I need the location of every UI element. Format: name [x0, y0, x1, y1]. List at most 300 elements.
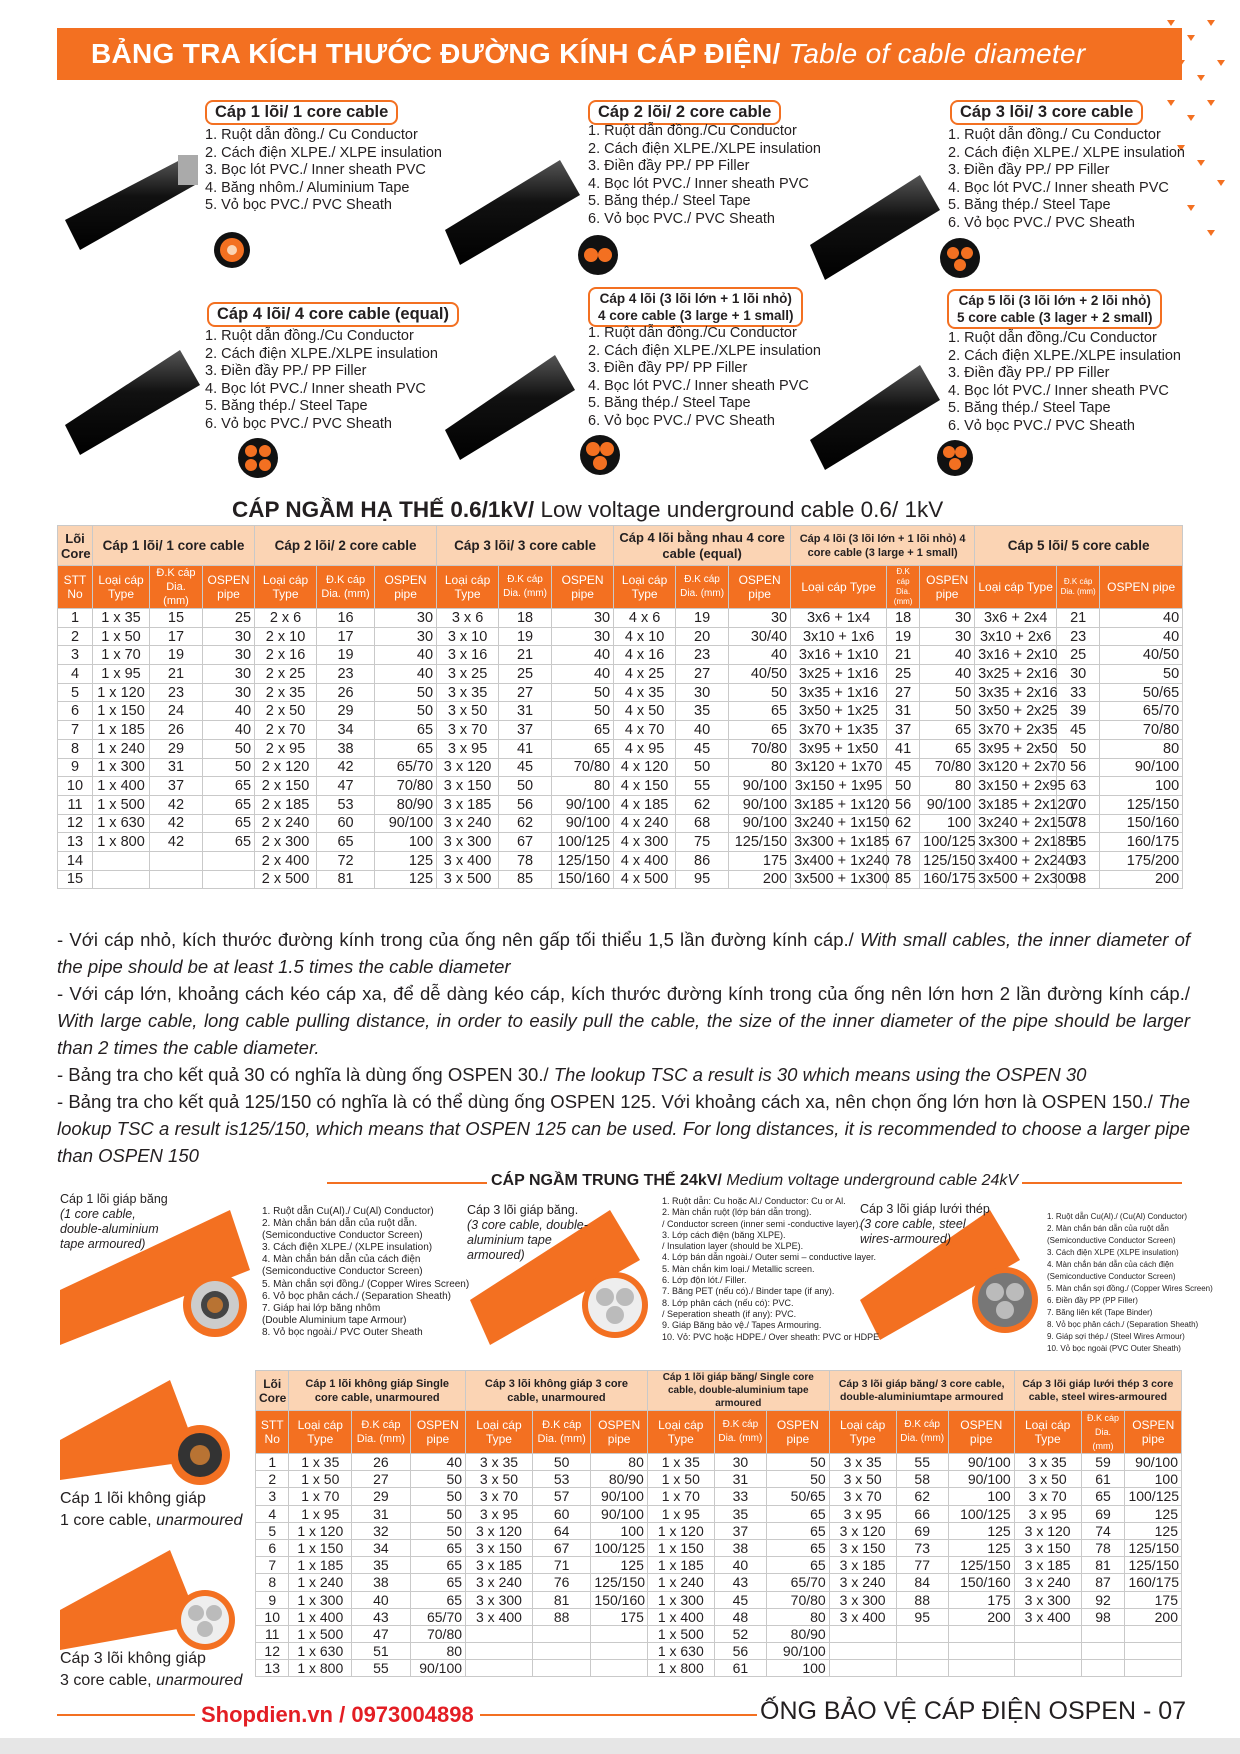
- table-cell: 90/100: [1100, 758, 1183, 777]
- table-cell: 90/100: [552, 795, 614, 814]
- part-item: 5. Băng thép./ Steel Tape: [948, 197, 1111, 213]
- table-cell: 34: [352, 1539, 411, 1556]
- table-cell: 4 x 6: [614, 609, 676, 628]
- table-cell: 2 x 185: [255, 795, 317, 814]
- table-cell: 57: [532, 1488, 591, 1505]
- table-cell: 1 x 95: [93, 665, 150, 684]
- part-item: 1. Ruột dẫn đồng./ Cu Conductor: [205, 127, 418, 143]
- table-cell: 3 x 400: [829, 1608, 896, 1625]
- table-cell: 40: [1100, 627, 1183, 646]
- table-cell: 2 x 500: [255, 870, 317, 889]
- table-cell: 53: [317, 795, 375, 814]
- table-cell: 50: [375, 702, 437, 721]
- table-cell: 98: [1081, 1608, 1125, 1625]
- lv-title-vi: CÁP NGẦM HẠ THẾ 0.6/1kV/: [232, 497, 535, 522]
- table-cell: 125: [375, 851, 437, 870]
- caption-vi: Cáp 3 lõi không giáp: [60, 1650, 206, 1667]
- note-en: With large cable, long cable pulling distance, in order to easily pull the cable, the size of the inner diameter of the pipe should be larger than 2 times the cable diameter.: [57, 1010, 1190, 1058]
- table-cell: 1 x 400: [289, 1608, 352, 1625]
- table-cell: 70/80: [920, 758, 975, 777]
- table-cell: 30: [375, 609, 437, 628]
- table-cell: 1 x 120: [289, 1522, 352, 1539]
- caption-en-text: 1 core cable,: [60, 1512, 152, 1529]
- table-cell: 67: [887, 833, 920, 852]
- table-cell: 31: [352, 1505, 411, 1522]
- bottom-bar: [0, 1738, 1240, 1754]
- part-item: 5. Băng thép./ Steel Tape: [205, 398, 368, 414]
- table-cell: 65: [317, 833, 375, 852]
- table-cell: 80/90: [591, 1471, 647, 1488]
- table-cell: 175: [1125, 1591, 1182, 1608]
- table-cell: 12: [58, 814, 93, 833]
- table-cell: 3x240 + 2x150: [975, 814, 1057, 833]
- table-cell: 65: [203, 777, 255, 796]
- table-cell: 37: [150, 777, 203, 796]
- part-item: 4. Bọc lót PVC./ Inner sheath PVC: [948, 179, 1169, 196]
- table-cell: 4 x 70: [614, 721, 676, 740]
- sub-dia: Đ.K cáp Dia. (mm): [887, 566, 920, 609]
- table-cell: 85: [499, 870, 552, 889]
- table-cell: 50: [1100, 665, 1183, 684]
- part-item: (Semiconductive Conductor Screen): [1047, 1236, 1176, 1245]
- part-item: (Semiconductive Conductor Screen): [262, 1266, 423, 1278]
- table-cell: 55: [676, 777, 729, 796]
- table-cell: 23: [317, 665, 375, 684]
- table-cell: 65: [203, 833, 255, 852]
- table-cell: 3x50 + 1x25: [791, 702, 887, 721]
- part-item: 5. Vỏ bọc PVC./ PVC Sheath: [205, 197, 392, 213]
- mv-side-caption-1: [60, 1488, 242, 1532]
- table-cell: 1 x 500: [289, 1625, 352, 1642]
- cable-2core-title: Cáp 2 lõi/ 2 core cable: [588, 100, 781, 125]
- part-item: 3. Cách điện XLPE (XLPE insulation): [1047, 1248, 1179, 1257]
- table-row: [256, 1454, 1182, 1471]
- table-cell: 30: [729, 609, 791, 628]
- part-item: 1. Ruột dẫn đồng./Cu Conductor: [588, 325, 797, 341]
- table-cell: 50: [375, 683, 437, 702]
- table-cell: 2: [256, 1471, 289, 1488]
- part-item: 2. Cách điện XLPE./XLPE insulation: [948, 347, 1181, 364]
- table-cell: 1: [256, 1454, 289, 1471]
- table-cell: 4 x 185: [614, 795, 676, 814]
- part-item: 3. Điền đầy PP./ PP Filler: [588, 158, 750, 174]
- table-cell: 3 x 150: [1014, 1539, 1081, 1556]
- table-cell: 50/65: [1100, 683, 1183, 702]
- table-cell: 3x400 + 2x240: [975, 851, 1057, 870]
- table-cell: 1 x 120: [647, 1522, 714, 1539]
- part-item: 4. Màn chắn bán dẫn của cách điện: [1047, 1260, 1174, 1269]
- table-cell: 2 x 10: [255, 627, 317, 646]
- sub-pipe: OSPEN pipe: [375, 566, 437, 609]
- table-cell: 40: [920, 646, 975, 665]
- table-cell: 3x150 + 1x95: [791, 777, 887, 796]
- table-cell: 3x185 + 2x120: [975, 795, 1057, 814]
- table-cell: 3 x 400: [1014, 1608, 1081, 1625]
- table-cell: 50: [499, 777, 552, 796]
- table-cell: 64: [532, 1522, 591, 1539]
- table-cell: 35: [352, 1557, 411, 1574]
- table-cell: 3 x 70: [466, 1488, 533, 1505]
- table-cell: 87: [1081, 1574, 1125, 1591]
- table-cell: 13: [58, 833, 93, 852]
- mv-cable-3core-unarmoured-image: [60, 1550, 235, 1650]
- table-cell: 3 x 50: [437, 702, 499, 721]
- table-cell: 175: [591, 1608, 647, 1625]
- table-cell: 160/175: [1125, 1574, 1182, 1591]
- part-item: 3. Lớp cách điện (băng XLPE).: [662, 1229, 786, 1240]
- table-cell: 88: [532, 1608, 591, 1625]
- table-cell: 3 x 300: [437, 833, 499, 852]
- caption-line: armoured): [467, 1248, 525, 1262]
- mv-cap3-parts: [1047, 1211, 1213, 1355]
- table-cell: 41: [887, 739, 920, 758]
- table-cell: 29: [150, 739, 203, 758]
- mv-cap2-sub: [467, 1218, 588, 1263]
- table-cell: 31: [887, 702, 920, 721]
- table-cell: 3 x 120: [466, 1522, 533, 1539]
- table-cell: 50: [410, 1505, 465, 1522]
- table-cell: 50: [920, 702, 975, 721]
- table-cell: 4 x 150: [614, 777, 676, 796]
- table-cell: 50: [552, 702, 614, 721]
- table-cell: 30: [203, 646, 255, 665]
- table-cell: [532, 1625, 591, 1642]
- table-cell: 65: [375, 739, 437, 758]
- caption-en-text: 3 core cable,: [60, 1672, 152, 1689]
- lv-title-en: Low voltage underground cable 0.6/ 1kV: [540, 497, 944, 522]
- table-cell: 3x300 + 2x185: [975, 833, 1057, 852]
- table-cell: [829, 1660, 896, 1677]
- table-cell: 40: [552, 646, 614, 665]
- table-cell: 30: [203, 683, 255, 702]
- table-cell: 40/50: [729, 665, 791, 684]
- table-cell: 1 x 300: [289, 1591, 352, 1608]
- table-cell: 2 x 35: [255, 683, 317, 702]
- part-item: (Double Aluminium tape Armour): [262, 1314, 407, 1326]
- table-cell: 15: [150, 609, 203, 628]
- table-cell: 65: [920, 721, 975, 740]
- table-cell: 71: [532, 1557, 591, 1574]
- part-item: 2. Màn chắn bán dẫn của ruột dẫn: [1047, 1224, 1169, 1233]
- table-cell: 100: [766, 1660, 829, 1677]
- table-cell: 50: [552, 683, 614, 702]
- caption-en: [60, 1670, 242, 1692]
- table-cell: 30: [1057, 665, 1100, 684]
- table-cell: 1 x 400: [93, 777, 150, 796]
- table-cell: 1 x 150: [289, 1539, 352, 1556]
- table-cell: 45: [676, 739, 729, 758]
- table-cell: 1 x 240: [289, 1574, 352, 1591]
- mv-cap1-parts: [262, 1206, 469, 1339]
- table-cell: 62: [499, 814, 552, 833]
- table-cell: 70/80: [410, 1625, 465, 1642]
- mv-cable-1core-unarmoured-image: [60, 1380, 230, 1485]
- part-item: 4. Bọc lót PVC./ Inner sheath PVC: [205, 380, 426, 397]
- table-cell: 88: [896, 1591, 948, 1608]
- lv-corner-header: Lõi Core: [58, 526, 93, 566]
- table-cell: 3x120 + 1x70: [791, 758, 887, 777]
- part-item: 7. Băng liên kết (Tape Binder): [1047, 1308, 1153, 1317]
- table-cell: 26: [150, 721, 203, 740]
- table-cell: 150/160: [591, 1591, 647, 1608]
- table-cell: 3x120 + 2x70: [975, 758, 1057, 777]
- table-cell: 3x500 + 2x300: [975, 870, 1057, 889]
- table-cell: 34: [317, 721, 375, 740]
- table-cell: 90/100: [948, 1454, 1014, 1471]
- table-cell: 100: [375, 833, 437, 852]
- table-cell: 3x6 + 1x4: [791, 609, 887, 628]
- cable-3core-title: Cáp 3 lõi/ 3 core cable: [950, 100, 1143, 125]
- table-cell: 65: [410, 1539, 465, 1556]
- mv-title-vi: CÁP NGẦM TRUNG THẾ 24kV/: [491, 1172, 722, 1189]
- table-cell: [948, 1643, 1014, 1660]
- table-cell: 65: [766, 1522, 829, 1539]
- table-cell: 1 x 400: [647, 1608, 714, 1625]
- table-cell: 27: [499, 683, 552, 702]
- table-cell: 3 x 185: [466, 1557, 533, 1574]
- caption-line: tape armoured): [60, 1237, 146, 1251]
- table-cell: 7: [58, 721, 93, 740]
- table-cell: 65: [410, 1557, 465, 1574]
- part-item: 6. Vỏ bọc phân cách./ (Separation Sheath): [262, 1290, 452, 1302]
- table-cell: 3x95 + 1x50: [791, 739, 887, 758]
- table-cell: 42: [150, 795, 203, 814]
- table-cell: 125: [948, 1522, 1014, 1539]
- table-cell: 31: [499, 702, 552, 721]
- table-cell: 100/125: [552, 833, 614, 852]
- table-cell: 90/100: [729, 777, 791, 796]
- sub-dia: Đ.K cáp Dia. (mm): [896, 1411, 948, 1454]
- table-cell: 1 x 185: [93, 721, 150, 740]
- lv-group-header: Cáp 1 lõi/ 1 core cable: [93, 526, 255, 566]
- table-cell: 4 x 16: [614, 646, 676, 665]
- table-cell: 4 x 25: [614, 665, 676, 684]
- table-cell: 90/100: [729, 795, 791, 814]
- lv-group-header: Cáp 3 lõi/ 3 core cable: [437, 526, 614, 566]
- table-cell: 40: [552, 665, 614, 684]
- table-cell: 3x70 + 2x35: [975, 721, 1057, 740]
- part-item: 5. Màn chắn kim loại./ Metallic screen.: [662, 1263, 815, 1274]
- table-cell: 65: [552, 721, 614, 740]
- table-cell: [1081, 1660, 1125, 1677]
- sub-pipe: OSPEN pipe: [552, 566, 614, 609]
- table-cell: [1125, 1660, 1182, 1677]
- table-cell: 2 x 95: [255, 739, 317, 758]
- table-cell: [1014, 1643, 1081, 1660]
- table-cell: 2 x 120: [255, 758, 317, 777]
- table-cell: 3 x 35: [437, 683, 499, 702]
- table-cell: 1 x 50: [93, 627, 150, 646]
- table-cell: 72: [317, 851, 375, 870]
- part-item: 6. Vỏ bọc PVC./ PVC Sheath: [205, 415, 392, 432]
- table-cell: [466, 1660, 533, 1677]
- footer-page-title: ỐNG BẢO VỆ CÁP ĐIỆN OSPEN - 07: [760, 1697, 1187, 1725]
- table-cell: 67: [532, 1539, 591, 1556]
- part-item: 7. Băng PET (nếu có)./ Binder tape (if any).: [662, 1286, 835, 1297]
- table-cell: 100: [948, 1488, 1014, 1505]
- table-cell: 125: [375, 870, 437, 889]
- table-cell: 30: [552, 609, 614, 628]
- mv-group-header: Cáp 3 lõi không giáp 3 core cable, unarmoured: [466, 1371, 648, 1411]
- table-cell: 3x25 + 2x16: [975, 665, 1057, 684]
- table-cell: 21: [887, 646, 920, 665]
- table-cell: 6: [58, 702, 93, 721]
- mv-title-en: Medium voltage underground cable 24kV: [726, 1172, 1019, 1189]
- table-cell: 25: [1057, 646, 1100, 665]
- table-cell: 4 x 120: [614, 758, 676, 777]
- note-vi: - Với cáp nhỏ, kích thước đường kính trong của ống nên gấp tối thiểu 1,5 lần đường kính cáp./: [57, 929, 854, 950]
- table-cell: 3 x 16: [437, 646, 499, 665]
- table-cell: 3: [256, 1488, 289, 1505]
- table-cell: 33: [714, 1488, 766, 1505]
- cable-title-line: Cáp 5 lõi (3 lõi lớn + 2 lõi nhỏ): [958, 293, 1151, 308]
- table-cell: 175: [948, 1591, 1014, 1608]
- table-cell: 37: [499, 721, 552, 740]
- table-cell: 1 x 50: [289, 1471, 352, 1488]
- part-item: 3. Điền đầy PP./ PP Filler: [205, 363, 367, 379]
- table-cell: 62: [676, 795, 729, 814]
- table-cell: 2 x 16: [255, 646, 317, 665]
- part-item: 4. Bọc lót PVC./ Inner sheath PVC: [588, 377, 809, 394]
- sub-dia: Đ.K cáp Dia. (mm): [1081, 1411, 1125, 1454]
- table-cell: 3 x 35: [466, 1454, 533, 1471]
- part-item: 6. Vỏ bọc PVC./ PVC Sheath: [588, 412, 775, 429]
- table-cell: [829, 1625, 896, 1642]
- sub-type: Loại cáp Type: [437, 566, 499, 609]
- table-cell: 11: [256, 1625, 289, 1642]
- table-cell: 80: [920, 777, 975, 796]
- mv-cap2-parts: [662, 1196, 879, 1343]
- table-cell: 50: [676, 758, 729, 777]
- table-cell: 9: [58, 758, 93, 777]
- table-cell: 70/80: [1100, 721, 1183, 740]
- table-cell: 30: [920, 609, 975, 628]
- table-cell: 3 x 185: [1014, 1557, 1081, 1574]
- table-cell: 40: [375, 646, 437, 665]
- table-cell: 65: [203, 795, 255, 814]
- table-cell: 70/80: [375, 777, 437, 796]
- mv-corner-header: Lõi Core: [256, 1371, 289, 1411]
- table-cell: 3x50 + 2x25: [975, 702, 1057, 721]
- table-cell: 3 x 240: [829, 1574, 896, 1591]
- table-cell: 5: [58, 683, 93, 702]
- table-cell: 3 x 400: [437, 851, 499, 870]
- sub-pipe: OSPEN pipe: [591, 1411, 647, 1454]
- table-cell: 70/80: [552, 758, 614, 777]
- table-cell: 1 x 240: [93, 739, 150, 758]
- table-cell: 69: [1081, 1505, 1125, 1522]
- table-cell: 86: [676, 851, 729, 870]
- table-cell: 90/100: [766, 1643, 829, 1660]
- part-item: 8. Vỏ bọc ngoài./ PVC Outer Sheath: [262, 1326, 423, 1338]
- part-item: 8. Lớp phân cách (nếu có): PVC.: [662, 1297, 794, 1308]
- caption-en: [60, 1510, 242, 1532]
- table-cell: 21: [1057, 609, 1100, 628]
- table-row: [256, 1574, 1182, 1591]
- table-cell: 50: [920, 683, 975, 702]
- table-cell: 65: [1081, 1488, 1125, 1505]
- table-cell: 78: [1081, 1539, 1125, 1556]
- sub-pipe: OSPEN pipe: [1100, 566, 1183, 609]
- part-item: (Semiconductive Conductor Screen): [262, 1230, 423, 1242]
- table-cell: 50: [887, 777, 920, 796]
- table-cell: 3 x 185: [829, 1557, 896, 1574]
- table-cell: 31: [150, 758, 203, 777]
- table-cell: 1 x 70: [93, 646, 150, 665]
- table-cell: 23: [1057, 627, 1100, 646]
- table-cell: 200: [1100, 870, 1183, 889]
- sub-pipe: OSPEN pipe: [729, 566, 791, 609]
- table-cell: 55: [896, 1454, 948, 1471]
- table-cell: 50: [729, 683, 791, 702]
- sub-dia: Đ.K cáp Dia. (mm): [714, 1411, 766, 1454]
- table-cell: 1 x 500: [93, 795, 150, 814]
- table-cell: 150/160: [1100, 814, 1183, 833]
- table-cell: 10: [256, 1608, 289, 1625]
- table-cell: 65: [410, 1574, 465, 1591]
- table-cell: 48: [714, 1608, 766, 1625]
- cable-1core-title: Cáp 1 lõi/ 1 core cable: [205, 100, 398, 125]
- table-cell: 3 x 70: [829, 1488, 896, 1505]
- table-cell: 125/150: [591, 1574, 647, 1591]
- table-cell: 1 x 70: [647, 1488, 714, 1505]
- table-cell: 3x185 + 1x120: [791, 795, 887, 814]
- table-row: [256, 1660, 1182, 1677]
- table-cell: 8: [58, 739, 93, 758]
- table-cell: 65: [766, 1539, 829, 1556]
- part-item: 6. Điền đầy PP (PP Filler): [1047, 1296, 1138, 1305]
- table-cell: 50: [203, 758, 255, 777]
- table-cell: 3x10 + 1x6: [791, 627, 887, 646]
- table-cell: 1 x 50: [647, 1471, 714, 1488]
- table-cell: 1 x 300: [647, 1591, 714, 1608]
- sub-dia: Đ.K cáp Dia. (mm): [317, 566, 375, 609]
- table-cell: 21: [499, 646, 552, 665]
- table-cell: 2 x 300: [255, 833, 317, 852]
- table-cell: [1081, 1625, 1125, 1642]
- table-cell: 1 x 95: [647, 1505, 714, 1522]
- table-cell: 61: [1081, 1471, 1125, 1488]
- table-cell: 2 x 150: [255, 777, 317, 796]
- table-cell: 78: [887, 851, 920, 870]
- table-cell: 150/160: [948, 1574, 1014, 1591]
- table-cell: 125: [1125, 1522, 1182, 1539]
- caption-line: (3 core cable, steel: [860, 1217, 966, 1231]
- table-cell: 95: [676, 870, 729, 889]
- table-cell: 125/150: [729, 833, 791, 852]
- table-cell: 65/70: [410, 1608, 465, 1625]
- table-cell: 21: [150, 665, 203, 684]
- table-cell: 3: [58, 646, 93, 665]
- table-cell: 18: [499, 609, 552, 628]
- table-cell: 2 x 25: [255, 665, 317, 684]
- table-cell: 23: [150, 683, 203, 702]
- part-item: 5. Băng thép./ Steel Tape: [588, 395, 751, 411]
- lv-group-header: Cáp 2 lõi/ 2 core cable: [255, 526, 437, 566]
- table-cell: 65: [729, 721, 791, 740]
- lv-group-header: Cáp 5 lõi/ 5 core cable: [975, 526, 1183, 566]
- table-cell: 200: [729, 870, 791, 889]
- cable-title-line: Cáp 4 lõi (3 lõi lớn + 1 lõi nhỏ): [599, 291, 792, 306]
- table-cell: 41: [499, 739, 552, 758]
- table-cell: 90/100: [948, 1471, 1014, 1488]
- mv-table-body: [256, 1454, 1182, 1677]
- table-cell: 30: [676, 683, 729, 702]
- table-cell: 40: [729, 646, 791, 665]
- table-cell: 3 x 70: [437, 721, 499, 740]
- table-cell: [948, 1660, 1014, 1677]
- part-item: 3. Điền đầy PP/ PP Filler: [588, 360, 748, 376]
